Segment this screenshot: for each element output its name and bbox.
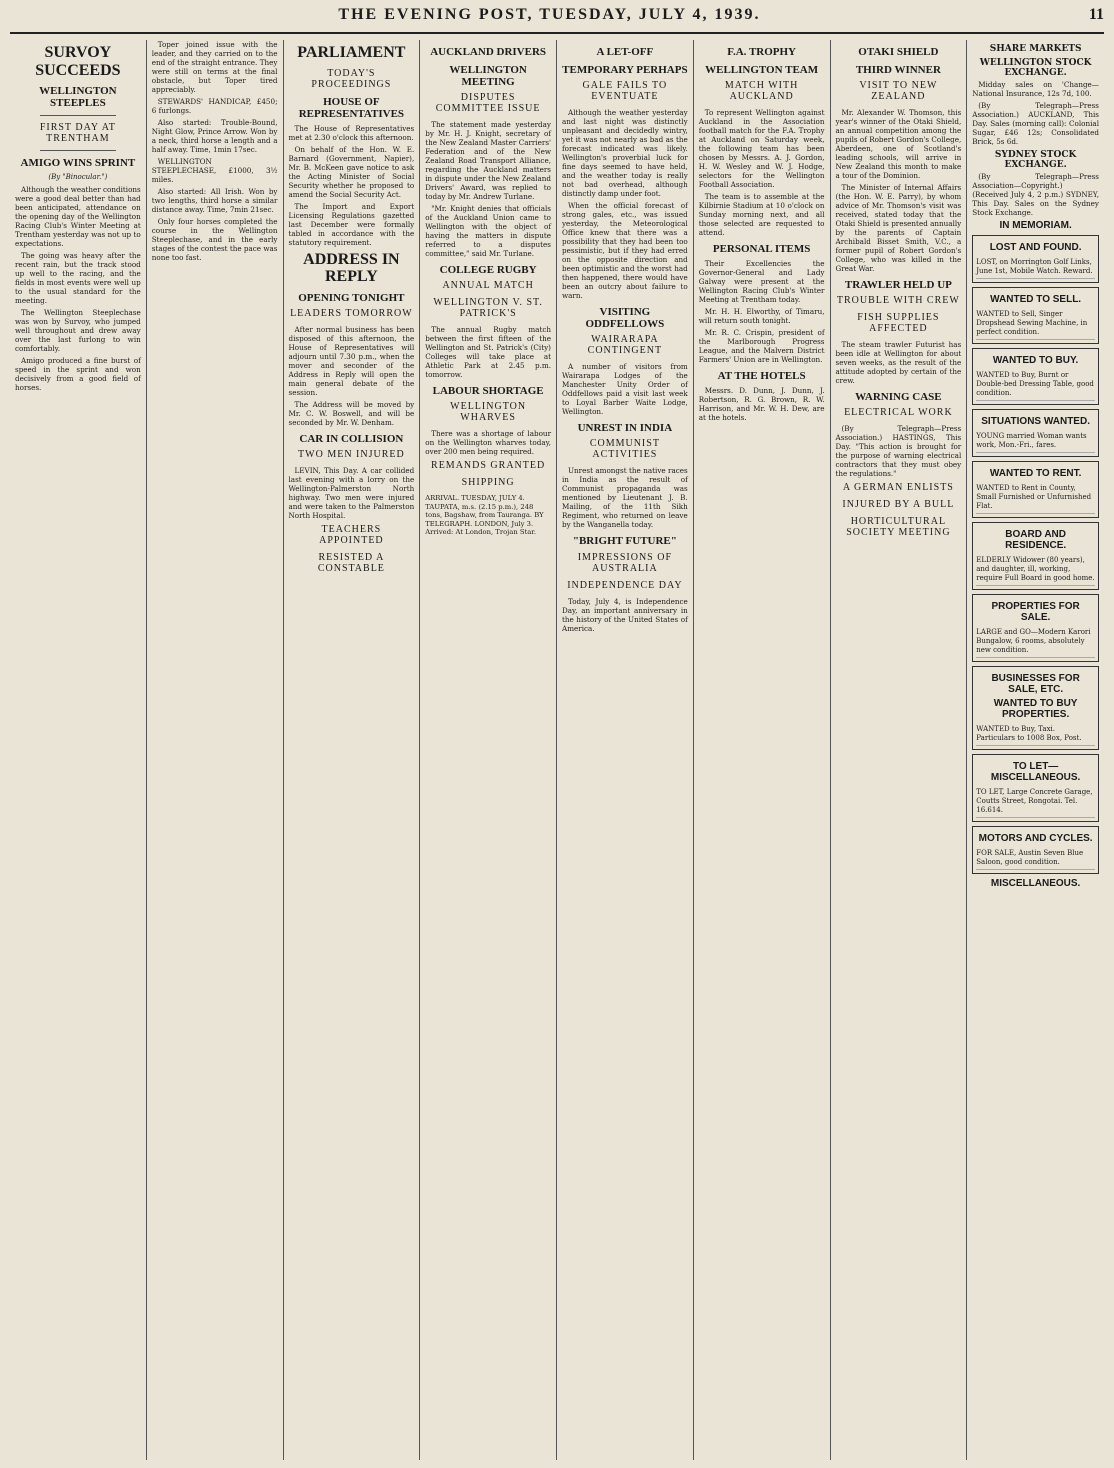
paragraph: Although the weather yesterday and last night was distinctly unpleasant and decidedly wintry, yet it was not nearly as bad as the forecast indicated was likely. Wellington's proverbial luck for fine days seemed to have held, and the weather today is really not bad overhead, although distinctly damp under foot. [562,108,688,199]
subhead: INDEPENDENCE DAY [567,579,683,591]
columns [10,40,1104,1464]
subhead: A GERMAN ENLISTS [842,482,954,494]
headline: COLLEGE RUGBY [439,264,537,277]
section-label: WANTED TO BUY PROPERTIES. [993,698,1078,720]
paragraph: The going was heavy after the recent rain, but the track stood up well to the racing, and the fields in most events were well up to the usual standard for the meeting. [15,251,141,306]
subhead: MATCH WITH AUCKLAND [724,80,799,103]
paragraph: Mr. Alexander W. Thomson, this year's winner of the Otaki Shield, an annual competition among the pupils of Robert Gordon's College, Aberdeen, one of Scotland's leading schools, will arrive in New Zealand this month to make a tour of the Dominion. [835,108,962,181]
shipping-list: ARRIVAL. TUESDAY, JULY 4. TAUPATA, m.s. (2.15 p.m.), 248 tons, Bagshaw, from Tauranga. BY TELEGRAPH. LONDON, July 3. Arrived: At London, Trojan Star. [425,494,544,537]
subhead: REMANDS GRANTED [431,460,546,472]
column-5 [557,40,694,1460]
headline: "BRIGHT FUTURE" [572,535,677,548]
masthead [10,6,1104,34]
headline: F.A. TROPHY [727,46,796,58]
paragraph: When the official forecast of strong gales, etc., was issued yesterday, the Meteorological Office knew that there was a possibility that they had been too pessimistic, but if they had erred on the opposite direction and been optimistic and the worst had then happened, there would have been an outcry about failure to warn. [562,201,688,301]
subhead: OPENING TONIGHT [298,291,405,304]
column-6 [694,40,831,1460]
paragraph: LEVIN, This Day. A car collided last evening with a lorry on the Wellington-Palmerston North highway. Two men were injured and were taken to the Palmerston North Hospital. [288,466,415,521]
paragraph: The statement made yesterday by Mr. H. J. Knight, secretary of the New Zealand Master Carriers' Federation and of the New Zealand Road Transport Alliance, regarding the Auckland matters in dispute under the New Zealand Drivers' Award, was replied to today by Mr. Andrew Turlane. [425,120,551,202]
headline: LABOUR SHORTAGE [432,385,544,398]
paragraph: Only four horses completed the course in the Wellington Steeplechase, and in the early stages of the contest the pace was none too fast. [151,217,278,262]
column-1 [10,40,147,1460]
paragraph: Midday sales on 'Change—National Insurance, 12s 7d, 100. [972,80,1099,98]
paragraph: The Import and Export Licensing Regulations gazetted last December were formally tabled in accordance with the statutory requirement. [288,201,415,247]
classified-ad: WANTED to Buy, Taxi. Particulars to 1008 Box, Post. [976,723,1095,746]
subhead: WELLINGTON STOCK EXCHANGE. [979,58,1092,78]
subhead: TROUBLE WITH CREW [836,295,960,307]
headline: ADDRESS IN REPLY [303,250,400,286]
headline: PARLIAMENT [297,44,406,61]
headline: SHARE MARKETS [989,44,1082,54]
headline: AUCKLAND DRIVERS [430,46,547,58]
subhead: WELLINGTON STEEPLES [39,85,117,110]
paragraph: After normal business has been disposed of this afternoon, the House of Representatives will adjourn until 7.30 p.m., when the mover and seconder of the Address in Reply will open the main general debate of the session. [288,325,415,398]
subhead: ANNUAL MATCH [442,280,534,292]
headline: A LET-OFF [596,46,654,58]
section-label: TO LET—MISCELLANEOUS. [990,761,1081,783]
subhead: SHIPPING [461,477,515,489]
subhead: AT THE HOTELS [717,370,806,383]
subhead: COMMUNIST ACTIVITIES [589,438,660,461]
section-label: LOST AND FOUND. [989,242,1082,253]
section-label: SITUATIONS WANTED. [981,416,1090,427]
paragraph: (By Telegraph—Press Association.) AUCKLAND, This Day. Sales (morning call): Colonial Sugar, £46 12s; Consolidated Brick, 5s 6d. [972,101,1099,146]
paragraph: The Wellington Steeplechase was won by Survoy, who jumped well throughout and drew away over the last furlong to win comfortably. [15,308,141,354]
subhead: DISPUTES COMMITTEE ISSUE [435,92,541,115]
subhead: ELECTRICAL WORK [844,407,953,419]
paragraph: Mr. H. H. Elworthy, of Timaru, will return south tonight. [698,307,825,326]
classified-ad: ELDERLY Widower (80 years), and daughter, ill, working, require Full Board in good home. [976,554,1095,586]
section-label: MOTORS AND CYCLES. [978,833,1093,844]
subhead: AMIGO WINS SPRINT [20,157,136,170]
paragraph: Unrest amongst the native races in India as the result of Communist propaganda was mentioned by Lieutenant J. B. Mailing, of the 11th Sikh Regiment, who returned on leave by the Wanganella today. [562,466,688,530]
subhead: FIRST DAY AT TRENTHAM [39,122,116,145]
paragraph: Their Excellencies the Governor-General and Lady Galway were present at the Wellington Racing Club's Winter Meeting at Trentham today. [698,259,825,305]
paragraph: Today, July 4, is Independence Day, an important anniversary in the history of the United States of America. [562,596,688,633]
paragraph: The House of Representatives met at 2.30 o'clock this afternoon. [288,123,415,142]
column-7 [831,40,968,1460]
section-label: WANTED TO BUY. [992,355,1079,366]
paragraph: On behalf of the Hon. W. E. Barnard (Government, Napier), Mr. B. McKeen gave notice to ask the Acting Minister of Social Security whether he proposed to amend the Social Security Act. [288,144,415,199]
section-label: WANTED TO RENT. [989,468,1082,479]
column-3 [284,40,421,1460]
subhead: TEACHERS APPOINTED [319,524,384,547]
paragraph: "Mr. Knight denies that officials of the Auckland Union came to Wellington with the object of having the matters in dispute referred to a disputes committee," said Mr. Turlane. [425,204,551,259]
classified-ad: WANTED to Buy, Burnt or Double-bed Dressing Table, good condition. [976,369,1095,401]
masthead-title: THE EVENING POST, TUESDAY, JULY 4, 1939. [338,6,761,23]
paragraph: Amigo produced a fine burst of speed in the sprint and won decisively from a good field of horses. [15,356,141,393]
paragraph: To represent Wellington against Auckland in the Association football match for the F.A. Trophy at Auckland on Saturday week, the following team has been chosen by Messrs. A. J. Gordon, H. W. Wesley and W. J. Hodge, selectors for the Wellington Football Association. [698,108,825,190]
section-label: PROPERTIES FOR SALE. [991,601,1080,623]
subhead: TODAY'S PROCEEDINGS [311,67,392,90]
headline: TRAWLER HELD UP [844,279,952,292]
column-4 [420,40,557,1460]
headline: CAR IN COLLISION [299,433,404,446]
paragraph: The Address will be moved by Mr. C. W. Boswell, and will be seconded by Mr. W. Denham. [288,400,415,428]
subhead: WELLINGTON MEETING [449,64,527,89]
classified-ad: WANTED to Sell, Singer Dropshead Sewing Machine, in perfect condition. [976,308,1095,340]
headline: SURVOY SUCCEEDS [35,44,121,79]
paragraph: Also started: Trouble-Bound, Night Glow, Prince Arrow. Won by a neck, third horse a length and a half away. Time, 1min 17sec. [151,118,278,154]
paragraph: STEWARDS' HANDICAP, £450; 6 furlongs. [151,97,278,115]
paragraph: (By Telegraph—Press Association—Copyright.) (Received July 4, 2 p.m.) SYDNEY, This Day. Sales on the Sydney Stock Exchange. [972,172,1099,217]
subhead: RESISTED A CONSTABLE [317,552,385,575]
subhead: LEADERS TOMORROW [290,308,413,320]
column-8 [967,40,1104,1460]
subhead: TEMPORARY PERHAPS [562,64,688,77]
headline: VISITING ODDFELLOWS [585,306,665,331]
subhead: HORTICULTURAL SOCIETY MEETING [846,516,951,539]
subhead: WELLINGTON WHARVES [450,401,527,424]
section-label: MISCELLANEOUS. [990,878,1081,889]
classified-ad: FOR SALE, Austin Seven Blue Saloon, good condition. [976,847,1095,870]
headline: UNREST IN INDIA [577,422,673,435]
paragraph: Messrs. D. Dunn, J. Dunn, J. Robertson, R. G. Brown, R. W. Harrison, and Mr. W. H. Dew, are at the hotels. [698,386,825,423]
section-label: IN MEMORIAM. [999,220,1072,231]
classified-ad: WANTED to Rent in County, Small Furnished or Unfurnished Flat. [976,482,1095,514]
column-2 [147,40,284,1460]
paragraph: Mr. R. C. Crispin, president of the Marlborough Progress League, and the Malvern District Farmers' Union are in Wellington. [698,328,825,365]
paragraph: WELLINGTON STEEPLECHASE, £1000, 3½ miles. [151,157,278,184]
subhead: GALE FAILS TO EVENTUATE [582,80,668,103]
paragraph: The annual Rugby match between the first fifteen of the Wellington and St. Patrick's (City) Colleges will take place at Athletic Park at 2.45 p.m. tomorrow. [425,325,551,380]
subhead: SYDNEY STOCK EXCHANGE. [994,150,1077,170]
paragraph: Although the weather conditions were a good deal better than had been anticipated, attendance on the opening day of the Wellington Racing Club's Winter Meeting at Trentham yesterday was not up to expectations. [15,185,141,249]
subhead: HOUSE OF REPRESENTATIVES [298,95,405,120]
section-label: BOARD AND RESIDENCE. [1005,529,1067,551]
classified-ad: YOUNG married Woman wants work, Mon.-Fri., fares. [976,430,1095,453]
section-label: BUSINESSES FOR SALE, ETC. [991,673,1080,695]
subhead: THIRD WINNER [855,64,941,77]
subhead: WELLINGTON TEAM [705,64,819,77]
subhead: VISIT TO NEW ZEALAND [859,80,938,103]
subhead: INJURED BY A BULL [842,499,955,511]
classified-ad: LOST, on Morrington Golf Links, June 1st, Mobile Watch. Reward. [976,256,1095,279]
paragraph: Toper joined issue with the leader, and they carried on to the end of the straight entrance. They were still on terms at the final obstacle, but Toper tired appreciably. [151,40,278,94]
subhead: TWO MEN INJURED [298,449,405,461]
classified-ad: LARGE and GO—Modern Karori Bungalow, 6 rooms, absolutely new condition. [976,626,1095,658]
headline: OTAKI SHIELD [858,46,939,58]
subhead: FISH SUPPLIES AFFECTED [857,312,940,335]
paragraph: Also started: All Irish. Won by two lengths, third horse a similar distance away. Time, 7min 21sec. [151,187,278,214]
paragraph: There was a shortage of labour on the Wellington wharves today, over 200 men being required. [425,429,551,457]
subhead: WELLINGTON V. ST. PATRICK'S [433,297,543,320]
byline: (By "Binocular.") [48,173,108,182]
subhead: IMPRESSIONS OF AUSTRALIA [577,551,673,574]
paragraph: The Minister of Internal Affairs (the Hon. W. E. Parry), by whom advice of Mr. Thomson's visit was received, stated today that the Otaki Shield is presented annually by the parents of Captain Archibald Bisset Smith, V.C., a former pupil of Robert Gordon's College, who was killed in the Great War. [835,183,962,274]
section-label: WANTED TO SELL. [990,294,1082,305]
page-number: 11 [1088,6,1104,23]
paragraph: The team is to assemble at the Kilbirnie Stadium at 10 o'clock on Sunday morning next, and all those selected are requested to attend. [698,192,825,238]
headline: PERSONAL ITEMS [712,243,811,256]
paragraph: The steam trawler Futurist has been idle at Wellington for about seven weeks, as the result of the attitude adopted by certain of the crew. [835,340,962,386]
headline: WARNING CASE [855,391,942,404]
subhead: WAIRARAPA CONTINGENT [587,334,663,357]
paragraph: A number of visitors from Wairarapa Lodges of the Manchester Unity Order of Oddfellows paid a visit last week to Loyal Barber Waite Lodge, Wellington. [562,362,688,417]
classified-ad: TO LET, Large Concrete Garage, Coutts Street, Rongotai. Tel. 16.614. [976,786,1095,818]
paragraph: (By Telegraph—Press Association.) HASTINGS, This Day. "This action is brought for the purpose of warning electrical contractors that they must obey the regulations." [835,424,962,479]
